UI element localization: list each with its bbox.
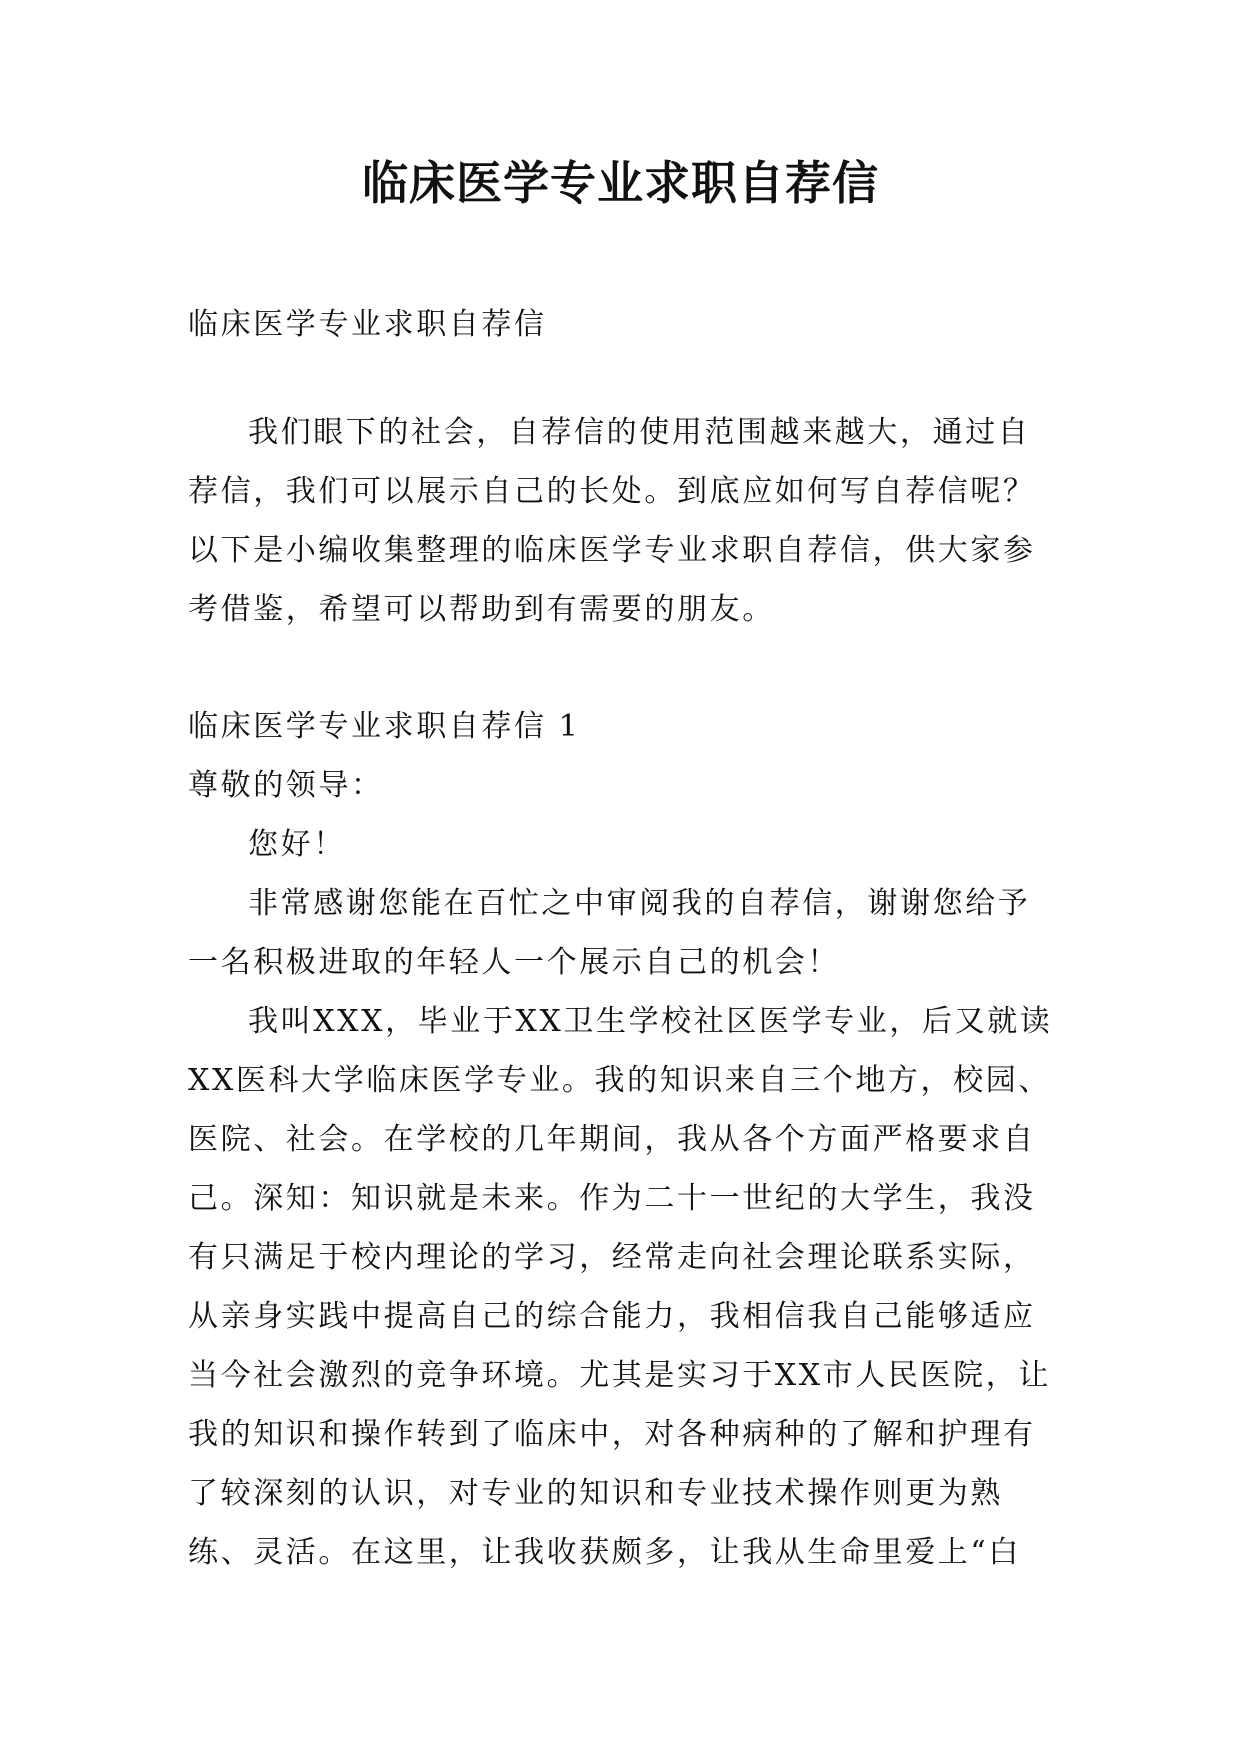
letter-paragraph-1: 非常感谢您能在百忙之中审阅我的自荐信，谢谢您给予一名积极进取的年轻人一个展示自己的机会！ <box>188 886 1031 980</box>
greeting: 您好！ <box>248 827 346 862</box>
salutation: 尊敬的领导： <box>188 768 384 803</box>
document-title: 临床医学专业求职自荐信 <box>362 156 879 210</box>
letter-block <box>188 697 1057 1582</box>
intro-paragraph: 我们眼下的社会，自荐信的使用范围越来越大，通过自荐信，我们可以展示自己的长处。到底应如何写自荐信呢？以下是小编收集整理的临床医学专业求职自荐信，供大家参考借鉴，希望可以帮助到有需要的朋友。 <box>188 415 1036 627</box>
section-heading: 临床医学专业求职自荐信 1 <box>188 709 581 744</box>
intro-block <box>188 403 1057 639</box>
subtitle-block <box>188 295 1057 354</box>
document-subtitle: 临床医学专业求职自荐信 <box>188 307 547 342</box>
letter-paragraph-2: 我叫XXX，毕业于XX卫生学校社区医学专业，后又就读XX医科大学临床医学专业。我的知识来自三个地方，校园、医院、社会。在学校的几年期间，我从各个方面严格要求自己。深知：知识就是未来。作为二十一世纪的大学生，我没有只满足于校内理论的学习，经常走向社会理论联系实际，从亲身实践中提高自己的综合能力，我相信我自己能够适应当今社会激烈的竞争环境。尤其是实习于XX市人民医院，让我的知识和操作转到了临床中，对各种病种的了解和护理有了较深刻的认识，对专业的知识和专业技术操作则更为熟练、灵活。在这里，让我收获颇多，让我从生命里爱上“白 <box>188 1004 1053 1570</box>
